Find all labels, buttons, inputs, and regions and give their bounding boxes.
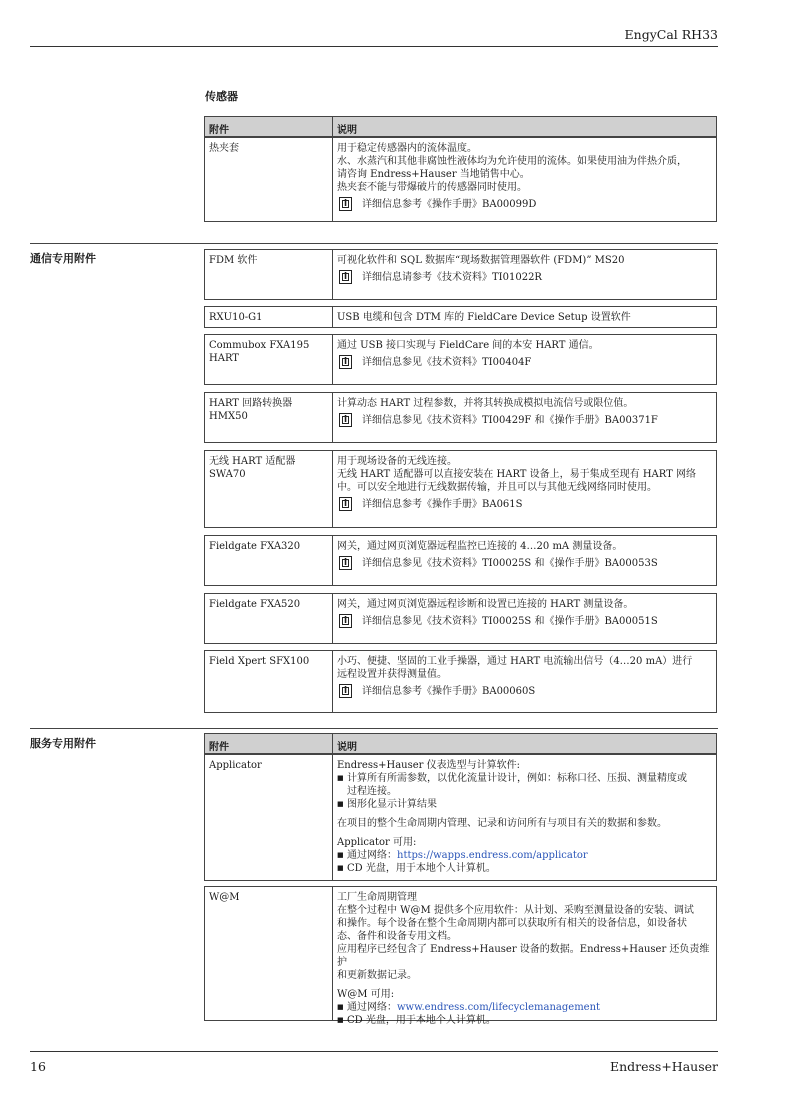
- desc-line: 中。可以安全地进行无线数据传输，并且可以与其他无线网络同时使用。: [337, 482, 657, 493]
- desc-line: 在项目的整个生命周期内管理、记录和访问所有与项目有关的数据和参数。: [337, 818, 667, 829]
- info-icon: [339, 270, 352, 284]
- header-title: EngyCal RH33: [624, 27, 718, 42]
- accessory-description: [333, 335, 716, 384]
- note-text: 详细信息参见《技术资料》TI00404F: [362, 356, 532, 368]
- desc-line: 和操作。每个设备在整个生命周期内都可以获取所有相关的设备信息，如设备状: [337, 918, 687, 929]
- info-note: [337, 497, 712, 511]
- service-section-label: 服务专用附件: [30, 737, 96, 750]
- bullet-item: ■ 通过网络： https://wapps.endress.com/applicator: [337, 850, 588, 861]
- desc-line: 网关，通过网页浏览器远程诊断和设置已连接的 HART 测量设备。: [337, 599, 634, 610]
- footer-brand: Endress+Hauser: [609, 1059, 718, 1074]
- desc-line: 可视化软件和 SQL 数据库“现场数据管理器软件 (FDM)” MS20: [337, 255, 625, 266]
- info-icon: [339, 497, 352, 511]
- col-header-description: 说明: [337, 125, 357, 136]
- info-icon: [339, 355, 352, 369]
- bullet-item: ■ 图形化显示计算结果: [337, 799, 437, 810]
- table-row: [204, 450, 717, 528]
- note-text: 详细信息参考《操作手册》BA00060S: [362, 685, 536, 697]
- info-note: [337, 684, 712, 698]
- info-icon: [339, 556, 352, 570]
- service-section-rule: [30, 728, 718, 729]
- note-text: 详细信息请参考《技术资料》TI01022R: [362, 271, 542, 283]
- accessory-name: HART 回路转换器 HMX50: [205, 393, 333, 442]
- desc-line: Endress+Hauser 仪表选型与计算软件:: [337, 760, 520, 771]
- accessory-name: Fieldgate FXA320: [205, 536, 333, 585]
- desc-line: 在整个过程中 W@M 提供多个应用软件：从计划、采购至测量设备的安装、调试: [337, 905, 694, 916]
- accessory-name: Field Xpert SFX100: [205, 651, 333, 712]
- accessory-name: RXU10-G1: [205, 307, 333, 327]
- info-note: [337, 270, 712, 284]
- table-row: [204, 886, 717, 1026]
- table-row: [204, 535, 717, 586]
- info-icon: [339, 197, 352, 211]
- note-text: 详细信息参考《操作手册》BA061S: [362, 498, 523, 510]
- comm-section-label: 通信专用附件: [30, 252, 96, 265]
- desc-line: 网关，通过网页浏览器远程监控已连接的 4…20 mA 测量设备。: [337, 541, 623, 552]
- desc-line: 态、备件和设备专用文档。: [337, 931, 457, 942]
- note-text: 详细信息参见《技术资料》TI00025S 和《操作手册》BA00051S: [362, 615, 658, 627]
- table-row: [204, 137, 717, 222]
- availability-label: W@M 可用:: [337, 989, 395, 1000]
- bullet-item-continued: 过程连接。: [347, 786, 397, 797]
- info-icon: [339, 614, 352, 628]
- table-row: [204, 334, 717, 385]
- desc-line: 热夹套不能与带爆破片的传感器同时使用。: [337, 182, 527, 193]
- desc-line: 计算动态 HART 过程参数，并将其转换成模拟电流信号或限位值。: [337, 398, 634, 409]
- accessory-description: [333, 307, 716, 327]
- accessory-description: [333, 451, 716, 527]
- accessory-description: [333, 138, 716, 221]
- accessory-description: [333, 651, 716, 712]
- info-icon: [339, 684, 352, 698]
- page-number: 16: [30, 1059, 46, 1074]
- accessory-name: FDM 软件: [205, 250, 333, 299]
- desc-line: 应用程序已经包含了 Endress+Hauser 设备的数据。Endress+Hauser 还负责维护: [337, 944, 710, 968]
- accessory-description: [333, 393, 716, 442]
- sensor-table-header: [204, 116, 717, 137]
- bullet-item: ■ 通过网络： www.endress.com/lifecyclemanagement: [337, 1002, 601, 1013]
- header-rule: [30, 46, 718, 47]
- note-text: 详细信息参见《技术资料》TI00429F 和《操作手册》BA00371F: [362, 414, 658, 426]
- info-note: [337, 355, 712, 369]
- applicator-link[interactable]: https://wapps.endress.com/applicator: [397, 850, 588, 861]
- col-header-accessory: 附件: [205, 734, 333, 753]
- info-icon: [339, 413, 352, 427]
- accessory-name: 热夹套: [205, 138, 333, 221]
- accessory-name: Commubox FXA195 HART: [205, 335, 333, 384]
- note-text: 详细信息参考《操作手册》BA00099D: [362, 198, 537, 210]
- col-header-accessory: 附件: [205, 117, 333, 136]
- desc-line: 远程设置并获得测量值。: [337, 669, 447, 680]
- table-row: [204, 593, 717, 644]
- desc-line: 和更新数据记录。: [337, 970, 417, 981]
- accessory-name: 无线 HART 适配器 SWA70: [205, 451, 333, 527]
- info-note: [337, 614, 712, 628]
- table-row: [204, 650, 717, 713]
- accessory-name: Fieldgate FXA520: [205, 594, 333, 643]
- accessory-name: Applicator: [205, 755, 333, 880]
- desc-line: 请咨询 Endress+Hauser 当地销售中心。: [337, 169, 530, 180]
- table-row: [204, 392, 717, 443]
- desc-line: 水、水蒸汽和其他非腐蚀性液体均为允许使用的流体。如果使用油为伴热介质，: [337, 156, 687, 167]
- info-note: [337, 556, 712, 570]
- col-header-description: 说明: [337, 742, 357, 753]
- accessory-name: W@M: [205, 887, 333, 1020]
- desc-line: 通过 USB 接口实现与 FieldCare 间的本安 HART 通信。: [337, 340, 599, 351]
- desc-line: 小巧、便捷、坚固的工业手操器，通过 HART 电流输出信号（4…20 mA）进行: [337, 656, 693, 667]
- table-row: [204, 754, 717, 881]
- info-note: [337, 197, 712, 211]
- table-row: [204, 306, 717, 328]
- note-text: 详细信息参见《技术资料》TI00025S 和《操作手册》BA00053S: [362, 557, 658, 569]
- availability-label: Applicator 可用:: [337, 837, 417, 848]
- desc-line: 用于稳定传感器内的流体温度。: [337, 143, 477, 154]
- comm-section-rule: [30, 243, 718, 244]
- desc-line: 用于现场设备的无线连接。: [337, 456, 457, 467]
- desc-line: 无线 HART 适配器可以直接安装在 HART 设备上，易于集成至现有 HART 网络: [337, 469, 696, 480]
- desc-line: 工厂生命周期管理: [337, 892, 417, 903]
- sensor-section-title: 传感器: [205, 90, 238, 103]
- accessory-description: [333, 250, 716, 299]
- accessory-description: [333, 755, 716, 880]
- service-table-header: [204, 733, 717, 754]
- lifecycle-link[interactable]: www.endress.com/lifecyclemanagement: [397, 1002, 601, 1013]
- bullet-item: ■ CD 光盘，用于本地个人计算机。: [337, 863, 496, 874]
- info-note: [337, 413, 712, 427]
- accessory-description: [333, 536, 716, 585]
- footer-rule: [30, 1051, 718, 1052]
- table-row: [204, 249, 717, 300]
- bullet-item: ■ CD 光盘，用于本地个人计算机。: [337, 1015, 496, 1026]
- accessory-description: [333, 887, 716, 1026]
- accessory-description: [333, 594, 716, 643]
- desc-line: USB 电缆和包含 DTM 库的 FieldCare Device Setup 设置软件: [337, 312, 631, 323]
- bullet-item: ■ 计算所有所需参数，以优化流量计设计，例如：标称口径、压损、测量精度或: [337, 773, 687, 784]
